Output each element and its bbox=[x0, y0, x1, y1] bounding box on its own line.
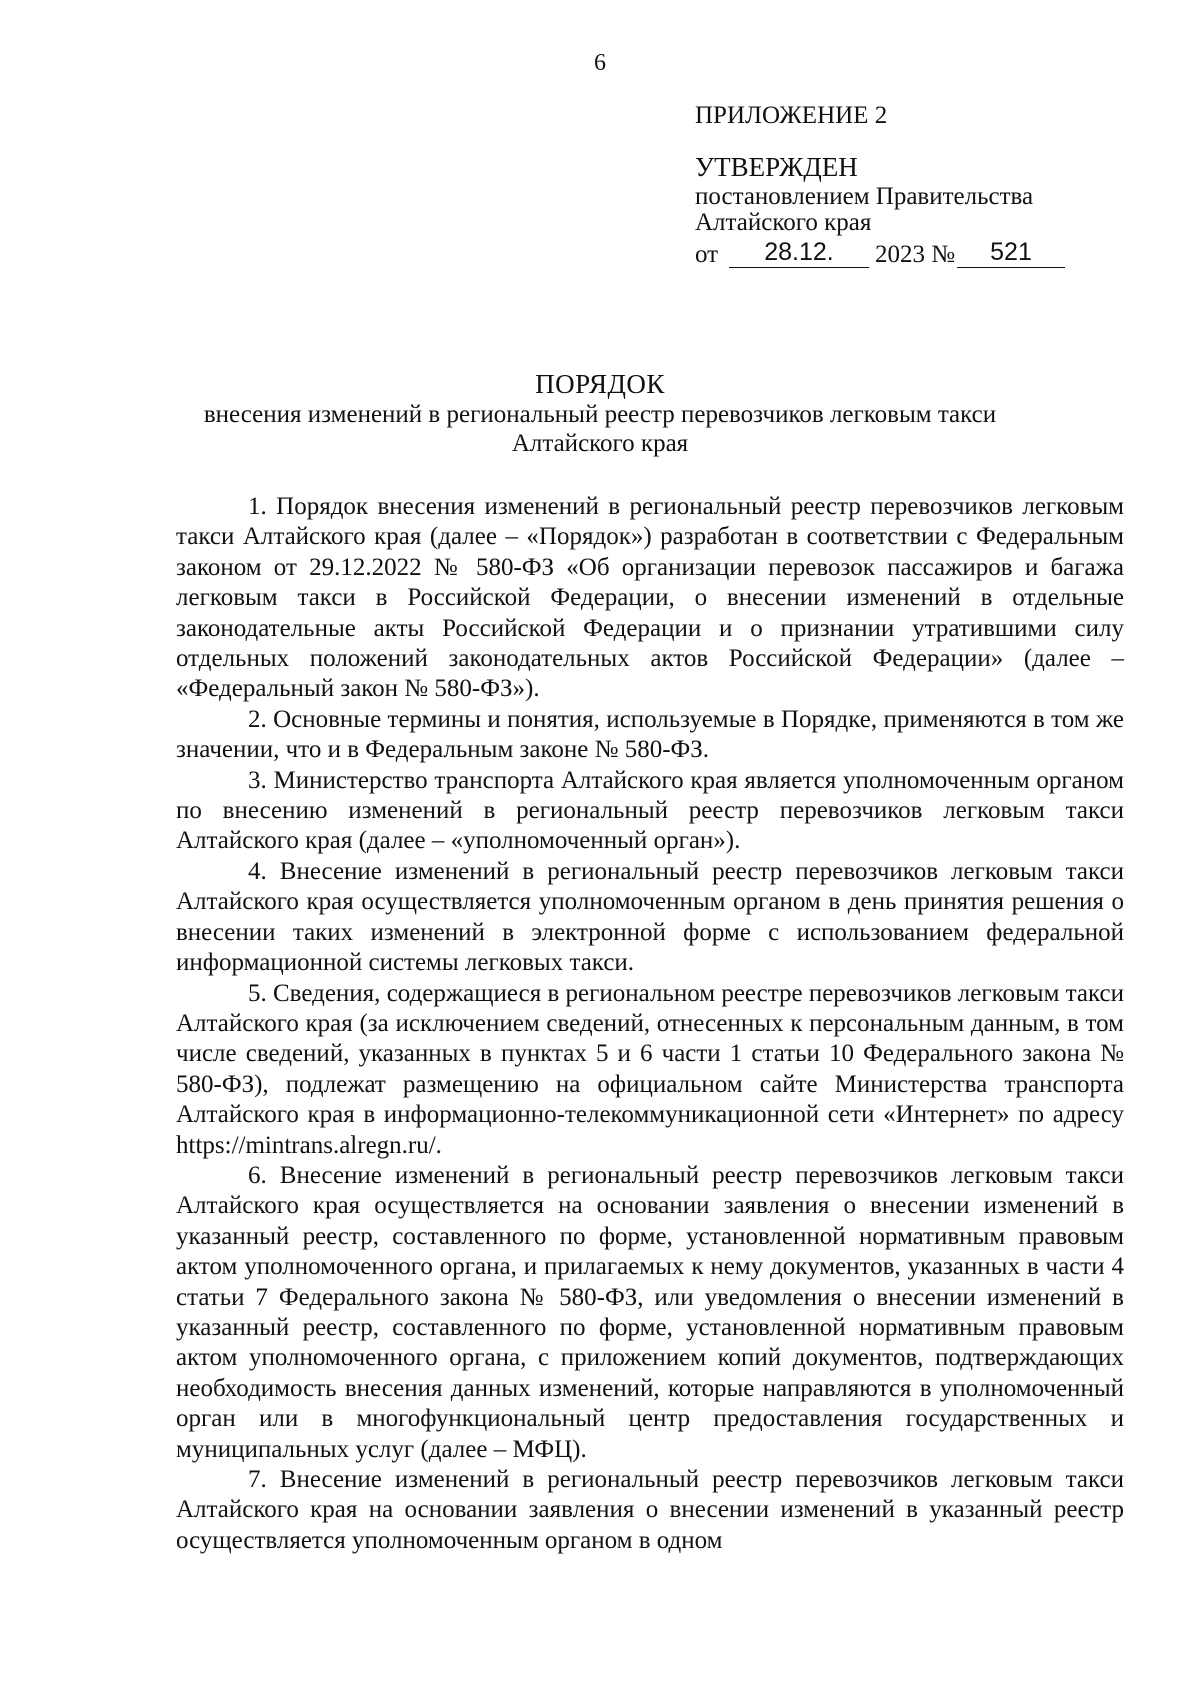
document-subtitle-line-1: внесения изменений в региональный реестр перевозчиков легковым такси bbox=[203, 401, 997, 428]
approval-date-line bbox=[695, 238, 1095, 272]
paragraph-4: 4. Внесение изменений в региональный реестр перевозчиков легковым такси Алтайского края осуществляется уполномоченным органом в день принятия решения о внесении таких изменений в электронной форме с использованием федеральной информационной системы легковых такси. bbox=[176, 857, 1124, 977]
document-body bbox=[176, 492, 1124, 1556]
document-subtitle-line-2: Алтайского края bbox=[511, 430, 689, 457]
year-number-label: 2023 № bbox=[875, 241, 956, 268]
approved-title: УТВЕРЖДЕН bbox=[695, 152, 858, 182]
approval-stamp bbox=[695, 150, 1095, 272]
paragraph-3: 3. Министерство транспорта Алтайского края является уполномоченным органом по внесению изменений в региональный реестр перевозчиков легковым такси Алтайского края (далее – «уполномоченный орган»). bbox=[176, 766, 1124, 855]
document-title-block bbox=[0, 368, 1200, 458]
paragraph-5: 5. Сведения, содержащиеся в региональном реестре перевозчиков легковым такси Алтайского края (за исключением сведений, отнесенных к персональным данным, в том числе сведений, указанных в пунктах 5 и 6 части 1 статьи 10 Федерального закона № 580-ФЗ), подлежат размещению на официальном сайте Министерства транспорта Алтайского края в информационно-телекоммуникационной сети «Интернет» по адресу https://mintrans.alregn.ru/. bbox=[176, 979, 1124, 1159]
page-number: 6 bbox=[594, 50, 606, 76]
approved-line-1: постановлением Правительства bbox=[695, 183, 1034, 210]
paragraph-2: 2. Основные термины и понятия, используемые в Порядке, применяются в том же значении, что и в Федеральным законе № 580-ФЗ. bbox=[176, 705, 1124, 764]
appendix-label: ПРИЛОЖЕНИЕ 2 bbox=[695, 102, 888, 129]
approved-line-2: Алтайского края bbox=[695, 209, 872, 236]
paragraph-7: 7. Внесение изменений в региональный реестр перевозчиков легковым такси Алтайского края на основании заявления о внесении изменений в указанный реестр осуществляется уполномоченным органом в одном bbox=[176, 1466, 1124, 1554]
date-prefix: от bbox=[695, 241, 719, 268]
approval-date: 28.12. bbox=[729, 237, 869, 268]
paragraph-1: 1. Порядок внесения изменений в региональный реестр перевозчиков легковым такси Алтайского края (далее – «Порядок») разработан в соответствии с Федеральным законом от 29.12.2022 № 580-ФЗ «Об организации перевозок пассажиров и багажа легковым такси в Российской Федерации, о внесении изменений в отдельные законодательные акты Российской Федерации и о признании утратившими силу отдельных положений законодательных актов Российской Федерации» (далее – «Федеральный закон № 580-ФЗ»). bbox=[176, 493, 1124, 703]
document-title: ПОРЯДОК bbox=[535, 369, 665, 399]
paragraph-6: 6. Внесение изменений в региональный реестр перевозчиков легковым такси Алтайского края осуществляется на основании заявления о внесении изменений в указанный реестр, составленного по форме, установленной нормативным правовым актом уполномоченного органа, и прилагаемых к нему документов, указанных в части 4 статьи 7 Федерального закона № 580-ФЗ, или уведомления о внесении изменений в указанный реестр, составленного по форме, установленной нормативным правовым актом уполномоченного органа, с приложением копий документов, подтверждающих необходимость внесения данных изменений, которые направляются в уполномоченный орган или в многофункциональный центр предоставления государственных и муниципальных услуг (далее – МФЦ). bbox=[176, 1161, 1124, 1463]
approval-number: 521 bbox=[957, 237, 1065, 268]
